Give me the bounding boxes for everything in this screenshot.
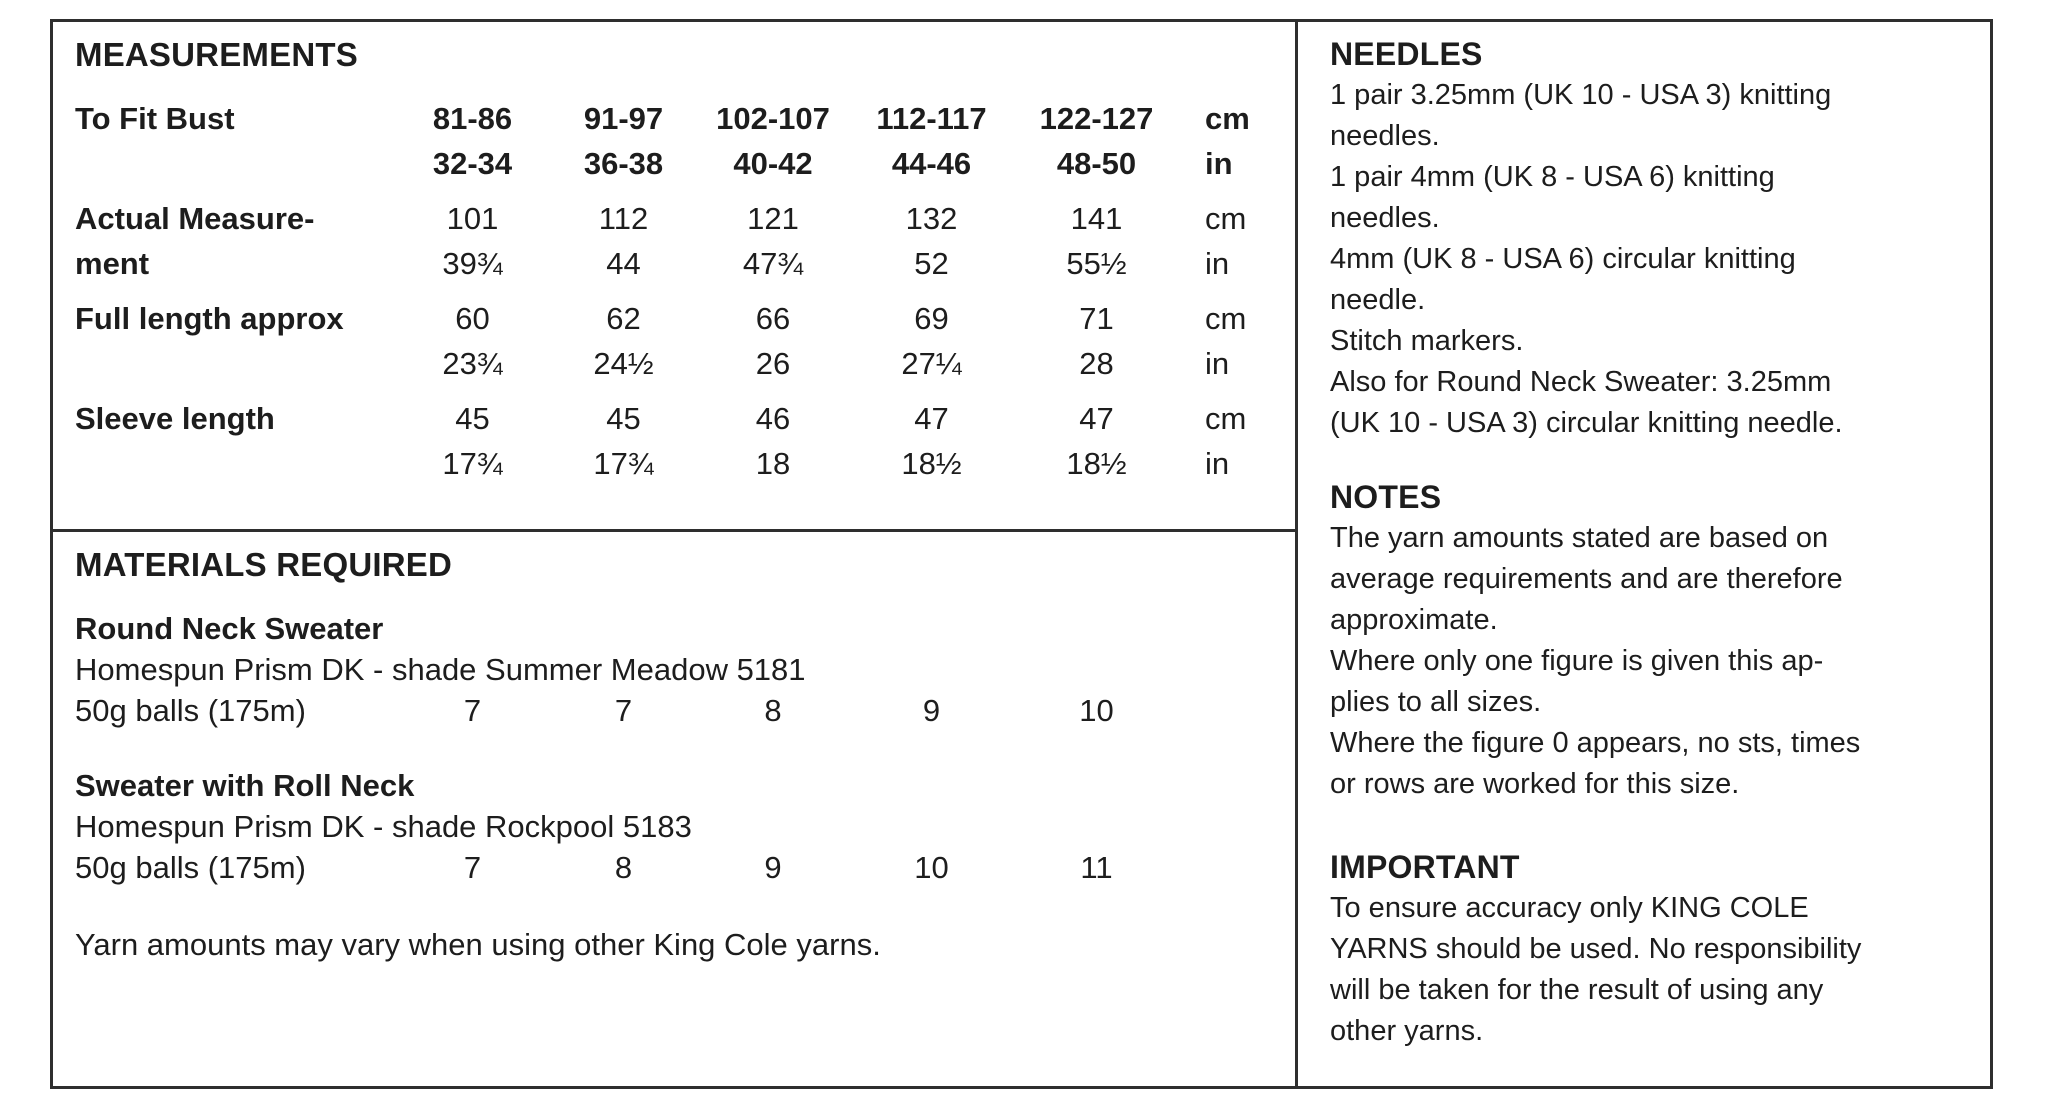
balls-count: 8 xyxy=(764,693,782,728)
unit-cm: cm xyxy=(1205,401,1247,436)
balls-row xyxy=(75,847,1285,888)
size-value: 47 xyxy=(914,401,949,436)
balls-row xyxy=(75,690,1285,731)
size-value: 69 xyxy=(914,301,949,336)
needles-line: 1 pair 3.25mm (UK 10 - USA 3) knitting xyxy=(1330,79,1832,111)
yarn-shade: Homespun Prism DK - shade Summer Meadow 5181 xyxy=(75,652,806,687)
garment-name: Round Neck Sweater xyxy=(75,611,384,646)
row-label-line2 xyxy=(75,341,395,386)
important-line: will be taken for the result of using any xyxy=(1330,974,1824,1006)
size-value: 26 xyxy=(755,346,791,381)
size-value: 45 xyxy=(606,401,641,436)
size-value: 17¾ xyxy=(593,446,654,481)
yarn-shade: Homespun Prism DK - shade Rockpool 5183 xyxy=(75,809,692,844)
unit-cm: cm xyxy=(1205,101,1250,136)
size-value: 36-38 xyxy=(583,146,664,181)
size-value: 141 xyxy=(1070,201,1123,236)
size-value: 18½ xyxy=(1066,446,1127,481)
measurements-section xyxy=(53,22,1295,532)
pattern-right-panel xyxy=(1295,19,1993,1089)
balls-count: 10 xyxy=(1079,693,1114,728)
row-label-line2 xyxy=(75,441,395,486)
size-value: 101 xyxy=(446,201,499,236)
balls-label: 50g balls (175m) xyxy=(75,693,306,728)
size-value: 91-97 xyxy=(583,101,664,136)
garment-name: Sweater with Roll Neck xyxy=(75,768,415,803)
size-value: 122-127 xyxy=(1039,101,1154,136)
size-value: 121 xyxy=(747,201,799,236)
size-value: 112-117 xyxy=(876,101,987,136)
size-value: 102-107 xyxy=(716,101,830,136)
unit-in: in xyxy=(1205,246,1230,281)
notes-line: approximate. xyxy=(1330,604,1498,636)
material-item-roll-neck xyxy=(75,765,1285,888)
table-row-actual-measurement xyxy=(75,196,1285,286)
size-value: 81-86 xyxy=(432,101,513,136)
unit-in: in xyxy=(1205,146,1233,181)
table-row-full-length xyxy=(75,296,1285,386)
size-value: 45 xyxy=(455,401,490,436)
size-value: 55½ xyxy=(1066,246,1127,281)
balls-count: 7 xyxy=(463,850,482,885)
balls-count: 9 xyxy=(922,693,941,728)
needles-line: 1 pair 4mm (UK 8 - USA 6) knitting xyxy=(1330,161,1775,193)
size-value: 18½ xyxy=(901,446,962,481)
unit-in: in xyxy=(1205,446,1230,481)
notes-line: Where the figure 0 appears, no sts, times xyxy=(1330,727,1861,759)
material-item-round-neck xyxy=(75,608,1285,731)
size-value: 46 xyxy=(755,401,791,436)
table-row-sleeve-length xyxy=(75,396,1285,486)
row-label-line2: ment xyxy=(75,246,150,281)
size-value: 112 xyxy=(598,201,649,236)
materials-section xyxy=(53,532,1295,965)
notes-line: plies to all sizes. xyxy=(1330,686,1542,718)
size-value: 47 xyxy=(1079,401,1114,436)
row-label: Sleeve length xyxy=(75,401,275,436)
needles-line: needles. xyxy=(1330,202,1440,234)
pattern-left-panel xyxy=(50,19,1298,1089)
balls-count: 7 xyxy=(463,693,482,728)
needles-line: needle. xyxy=(1330,284,1426,316)
balls-count: 10 xyxy=(914,850,949,885)
notes-line: average requirements and are therefore xyxy=(1330,563,1843,595)
size-value: 28 xyxy=(1079,346,1114,381)
size-value: 27¼ xyxy=(901,346,962,381)
needles-line: (UK 10 - USA 3) circular knitting needle. xyxy=(1330,407,1843,439)
size-value: 39¾ xyxy=(442,246,503,281)
size-value: 32-34 xyxy=(432,146,513,181)
notes-line: The yarn amounts stated are based on xyxy=(1330,522,1829,554)
size-value: 132 xyxy=(905,201,958,236)
size-value: 47¾ xyxy=(742,246,804,281)
notes-line: or rows are worked for this size. xyxy=(1330,768,1740,800)
important-line: YARNS should be used. No responsibility xyxy=(1330,933,1862,965)
size-value: 66 xyxy=(755,301,791,336)
size-value: 24½ xyxy=(593,346,654,381)
materials-title: MATERIALS REQUIRED xyxy=(75,546,452,583)
unit-cm: cm xyxy=(1205,201,1247,236)
size-value: 40-42 xyxy=(733,146,813,181)
notes-section xyxy=(1330,477,1962,805)
measurements-title: MEASUREMENTS xyxy=(75,36,358,73)
balls-count: 7 xyxy=(614,693,633,728)
needles-line: 4mm (UK 8 - USA 6) circular knitting xyxy=(1330,243,1796,275)
balls-label: 50g balls (175m) xyxy=(75,850,306,885)
important-line: other yarns. xyxy=(1330,1015,1484,1047)
needles-title: NEEDLES xyxy=(1330,36,1483,72)
row-label: To Fit Bust xyxy=(75,101,235,136)
size-value: 60 xyxy=(455,301,490,336)
balls-count: 11 xyxy=(1080,850,1113,885)
important-section xyxy=(1330,847,1962,1052)
unit-in: in xyxy=(1205,346,1230,381)
notes-title: NOTES xyxy=(1330,479,1442,515)
balls-count: 8 xyxy=(614,850,633,885)
notes-line: Where only one figure is given this ap- xyxy=(1330,645,1824,677)
spacer xyxy=(1179,847,1285,888)
needles-section xyxy=(1330,34,1962,444)
unit-cm: cm xyxy=(1205,301,1247,336)
balls-count: 9 xyxy=(764,850,782,885)
row-label-line2 xyxy=(75,141,395,186)
size-value: 17¾ xyxy=(442,446,503,481)
important-title: IMPORTANT xyxy=(1330,849,1520,885)
row-label: Actual Measure- xyxy=(75,201,315,236)
yarn-variation-note: Yarn amounts may vary when using other King Cole yarns. xyxy=(75,927,881,962)
needles-line: Stitch markers. xyxy=(1330,325,1524,357)
row-label: Full length approx xyxy=(75,301,344,336)
important-line: To ensure accuracy only KING COLE xyxy=(1330,892,1809,924)
spacer xyxy=(1179,690,1285,731)
needles-line: needles. xyxy=(1330,120,1440,152)
size-value: 48-50 xyxy=(1056,146,1137,181)
needles-line: Also for Round Neck Sweater: 3.25mm xyxy=(1330,366,1832,398)
size-value: 71 xyxy=(1079,301,1114,336)
size-value: 18 xyxy=(755,446,791,481)
table-row-to-fit-bust xyxy=(75,96,1285,186)
measurements-table xyxy=(75,96,1285,486)
size-value: 52 xyxy=(914,246,949,281)
size-value: 23¾ xyxy=(442,346,503,381)
size-value: 44-46 xyxy=(891,146,972,181)
size-value: 44 xyxy=(606,246,641,281)
size-value: 62 xyxy=(606,301,641,336)
